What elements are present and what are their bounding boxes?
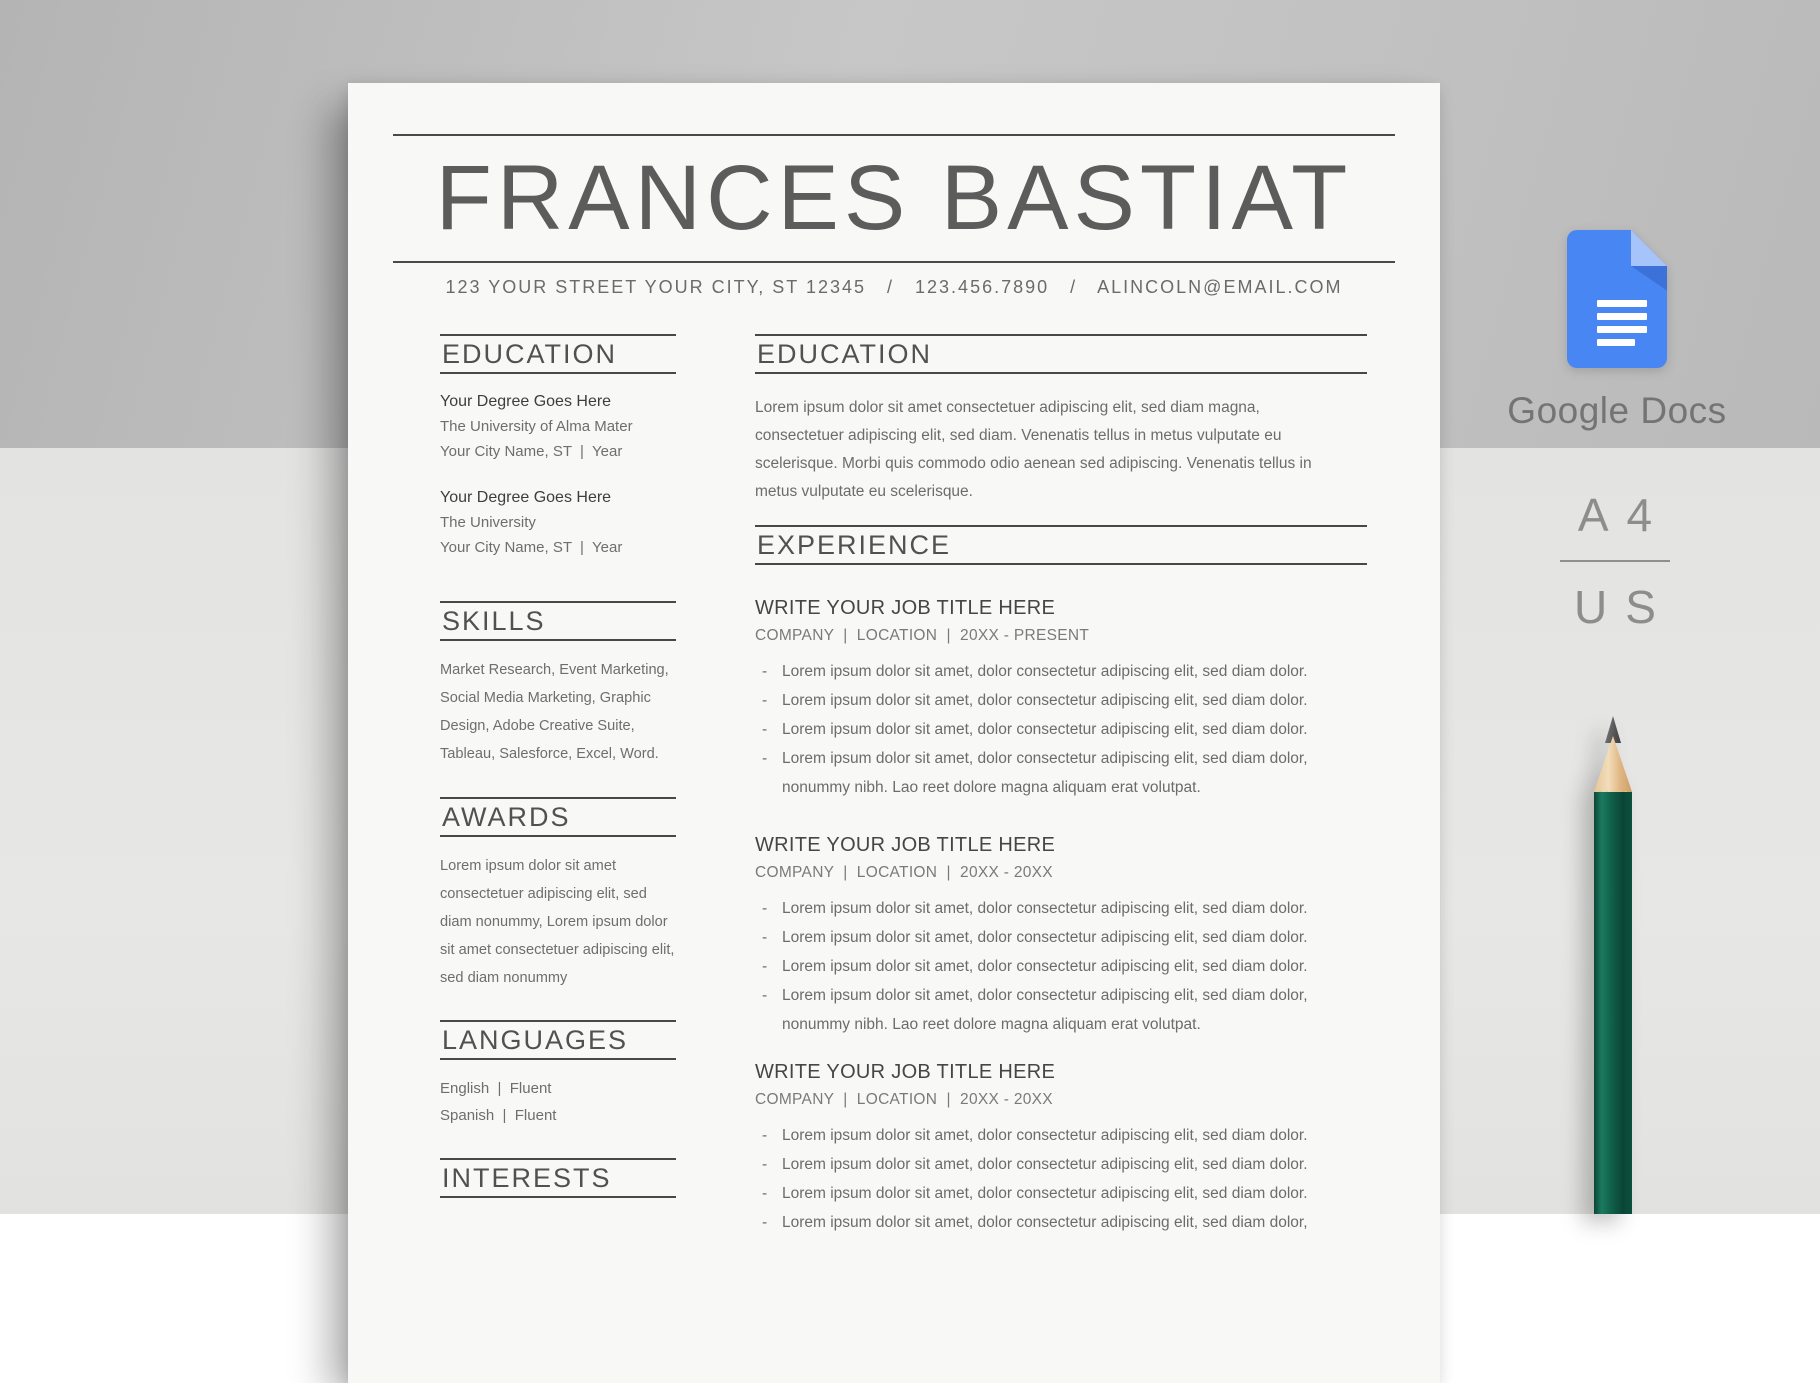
bullet-item: - Lorem ipsum dolor sit amet, dolor consectetur adipiscing elit, sed diam dolor, nonummy nibh. Lao reet dolore magna aliquam erat volutpat. — [755, 744, 1367, 802]
docs-text-line — [1597, 313, 1647, 320]
job-entry — [755, 595, 1367, 802]
docs-fold-corner — [1631, 230, 1667, 266]
job-bullets — [755, 894, 1367, 1039]
docs-text-line — [1597, 326, 1647, 333]
google-docs-label: Google Docs — [1507, 390, 1727, 431]
job-bullets — [755, 657, 1367, 802]
docs-page-shape — [1567, 230, 1667, 368]
degree-line: Your Degree Goes Here — [440, 489, 612, 506]
pencil-wood — [1594, 736, 1632, 798]
section-heading-languages: LANGUAGES — [440, 1020, 676, 1060]
job-meta: COMPANY | LOCATION | 20XX - 20XX — [755, 1091, 1053, 1108]
pencil-body — [1594, 792, 1632, 1214]
job-meta: COMPANY | LOCATION | 20XX - 20XX — [755, 864, 1053, 881]
job-title: WRITE YOUR JOB TITLE HERE — [755, 834, 1056, 856]
awards-text: Lorem ipsum dolor sit amet consectetuer adipiscing elit, sed diam nonummy, Lorem ipsum dolor sit amet consectetuer adipiscing elit, sed diam nonummy — [440, 858, 675, 986]
bullet-item: - Lorem ipsum dolor sit amet, dolor consectetur adipiscing elit, sed diam dolor. — [755, 657, 1367, 686]
bullet-item: - Lorem ipsum dolor sit amet, dolor consectetur adipiscing elit, sed diam dolor, — [755, 1208, 1367, 1237]
bullet-item: - Lorem ipsum dolor sit amet, dolor consectetur adipiscing elit, sed diam dolor. — [755, 715, 1367, 744]
job-meta: COMPANY | LOCATION | 20XX - PRESENT — [755, 627, 1090, 644]
language-item: English | Fluent — [440, 1080, 552, 1097]
location-line: Your City Name, ST | Year — [440, 443, 623, 460]
paper-size-a4: A4 — [1577, 489, 1671, 541]
language-item: Spanish | Fluent — [440, 1107, 557, 1124]
bullet-item: - Lorem ipsum dolor sit amet, dolor consectetur adipiscing elit, sed diam dolor. — [755, 894, 1367, 923]
section-heading-skills: SKILLS — [440, 601, 676, 641]
google-docs-icon — [1567, 230, 1667, 368]
header-top-rule — [393, 134, 1395, 136]
pencil-image — [1594, 716, 1632, 1214]
language-list — [440, 1075, 676, 1129]
left-column — [440, 334, 676, 1198]
section-heading-awards: AWARDS — [440, 797, 676, 837]
job-entry — [755, 1059, 1367, 1237]
bullet-item: - Lorem ipsum dolor sit amet, dolor consectetur adipiscing elit, sed diam dolor, nonummy nibh. Lao reet dolore magna aliquam erat volutpat. — [755, 981, 1367, 1039]
job-bullets — [755, 1121, 1367, 1237]
right-column — [755, 334, 1367, 1237]
degree-line: Your Degree Goes Here — [440, 393, 612, 410]
education-summary: Lorem ipsum dolor sit amet consectetuer adipiscing elit, sed diam magna, consectetuer adipiscing elit, sed diam. Venenatis tellus in metus vulputate eu scelerisque. Morbi quis commodo odio aenean sed adipiscing. Venenatis tellus in metus vulputate eu scelerisque. — [755, 399, 1312, 500]
bullet-item: - Lorem ipsum dolor sit amet, dolor consectetur adipiscing elit, sed diam dolor. — [755, 1150, 1367, 1179]
docs-text-line — [1597, 300, 1647, 307]
resume-page — [348, 83, 1440, 1383]
resume-name: FRANCES BASTIAT — [435, 147, 1353, 249]
education-entry — [440, 389, 676, 464]
paper-size-us: US — [1574, 581, 1674, 633]
section-heading-education-right: EDUCATION — [755, 334, 1367, 374]
skills-text: Market Research, Event Marketing, Social Media Marketing, Graphic Design, Adobe Creative Suite, Tableau, Salesforce, Excel, Word. — [440, 662, 669, 762]
bullet-item: - Lorem ipsum dolor sit amet, dolor consectetur adipiscing elit, sed diam dolor. — [755, 1121, 1367, 1150]
header-bottom-rule — [393, 261, 1395, 263]
docs-text-line — [1597, 339, 1635, 346]
section-heading-experience: EXPERIENCE — [755, 525, 1367, 565]
school-line: The University — [440, 514, 536, 531]
location-line: Your City Name, ST | Year — [440, 539, 623, 556]
school-line: The University of Alma Mater — [440, 418, 633, 435]
paper-size-divider — [1560, 560, 1670, 562]
section-heading-interests: INTERESTS — [440, 1158, 676, 1198]
bullet-item: - Lorem ipsum dolor sit amet, dolor consectetur adipiscing elit, sed diam dolor. — [755, 952, 1367, 981]
section-heading-education-left: EDUCATION — [440, 334, 676, 374]
bullet-item: - Lorem ipsum dolor sit amet, dolor consectetur adipiscing elit, sed diam dolor. — [755, 686, 1367, 715]
job-title: WRITE YOUR JOB TITLE HERE — [755, 597, 1056, 619]
resume-contact: 123 YOUR STREET YOUR CITY, ST 12345 / 123.456.7890 / ALINCOLN@EMAIL.COM — [445, 277, 1343, 297]
bullet-item: - Lorem ipsum dolor sit amet, dolor consectetur adipiscing elit, sed diam dolor. — [755, 1179, 1367, 1208]
education-entry — [440, 485, 676, 560]
job-entry — [755, 832, 1367, 1039]
job-title: WRITE YOUR JOB TITLE HERE — [755, 1061, 1056, 1083]
bullet-item: - Lorem ipsum dolor sit amet, dolor consectetur adipiscing elit, sed diam dolor. — [755, 923, 1367, 952]
